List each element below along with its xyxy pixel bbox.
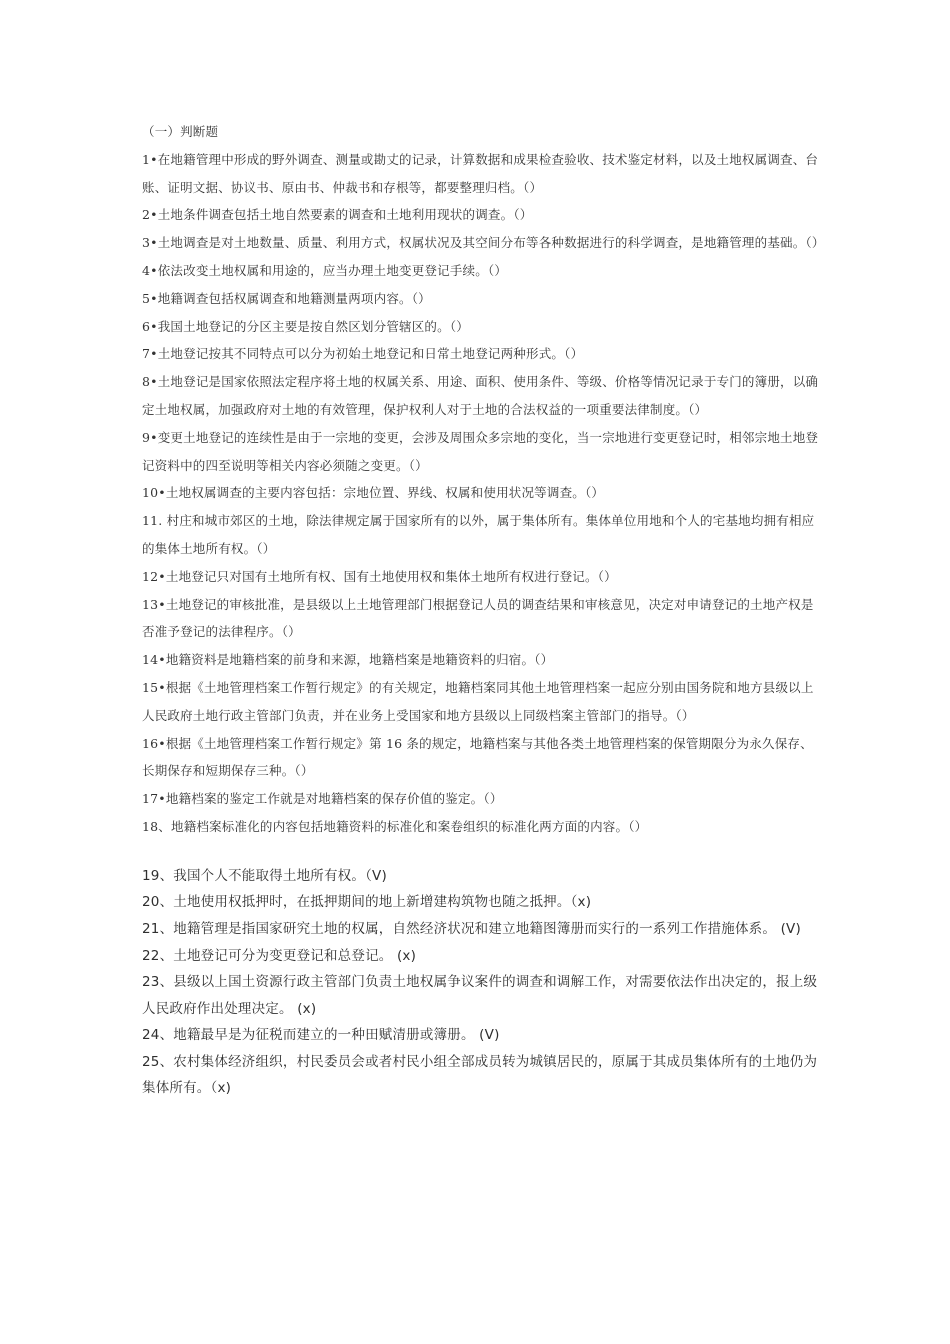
question-25: 25、农村集体经济组织，村民委员会或者村民小组全部成员转为城镇居民的，原属于其成员集体所有的土地仍为集体所有。（x): [142, 1053, 818, 1097]
question-17: 17•地籍档案的鉴定工作就是对地籍档案的保存价值的鉴定。（）: [142, 791, 503, 807]
question-8: 8•土地登记是国家依照法定程序将土地的权属关系、用途、面积、使用条件、等级、价格等情况记录于专门的簿册，以确定土地权属，加强政府对土地的有效管理，保护权利人对于土地的合法权益的一项重要法律制度。（）: [142, 374, 819, 417]
section-title: （一）判断题: [142, 124, 219, 139]
question-22: 22、土地登记可分为变更登记和总登记。 (x): [142, 947, 417, 964]
question-20: 20、土地使用权抵押时，在抵押期间的地上新增建构筑物也随之抵押。（x): [142, 894, 592, 911]
question-2: 2•土地条件调查包括土地自然要素的调查和土地利用现状的调查。（）: [142, 207, 533, 223]
part-two: [142, 863, 822, 1102]
question-19: 19、我国个人不能取得土地所有权。（V): [142, 867, 387, 884]
question-15: 15•根据《土地管理档案工作暂行规定》的有关规定，地籍档案同其他土地管理档案一起应分别由国务院和地方县级以上人民政府土地行政主管部门负责，并在业务上受国家和地方县级以上同级档案主管部门的指导。（）: [142, 679, 814, 723]
question-16: 16•根据《土地管理档案工作暂行规定》第 16 条的规定，地籍档案与其他各类土地管理档案的保管期限分为永久保存、长期保存和短期保存三种。（）: [142, 735, 813, 779]
question-4: 4•依法改变土地权属和用途的，应当办理土地变更登记手续。（）: [142, 262, 508, 278]
question-24: 24、地籍最早是为征税而建立的一种田赋清册或簿册。 (V): [142, 1027, 500, 1044]
question-23: 23、县级以上国土资源行政主管部门负责土地权属争议案件的调查和调解工作，对需要依法作出决定的，报上级人民政府作出处理决定。 (x): [142, 974, 818, 1017]
question-10: 10•土地权属调查的主要内容包括：宗地位置、界线、权属和使用状况等调查。（）: [142, 485, 605, 501]
question-13: 13•土地登记的审核批准，是县级以上土地管理部门根据登记人员的调查结果和审核意见，决定对申请登记的土地产权是否准予登记的法律程序。（）: [142, 596, 814, 640]
document-content: [142, 118, 825, 1102]
question-6: 6•我国土地登记的分区主要是按自然区划分管辖区的。（）: [142, 318, 469, 334]
question-12: 12•土地登记只对国有土地所有权、国有土地使用权和集体土地所有权进行登记。（）: [142, 568, 617, 584]
question-9: 9•变更土地登记的连续性是由于一宗地的变更，会涉及周围众多宗地的变化，当一宗地进行变更登记时，相邻宗地土地登记资料中的四至说明等相关内容必须随之变更。（）: [142, 429, 819, 473]
question-1: 1•在地籍管理中形成的野外调查、测量或勘丈的记录，计算数据和成果检查验收、技术鉴定材料，以及土地权属调查、台账、证明文据、协议书、原由书、仲裁书和存根等，都要整理归档。（）: [142, 151, 819, 195]
question-5: 5•地籍调查包括权属调查和地籍测量两项内容。（）: [142, 290, 431, 306]
question-3: 3•土地调查是对土地数量、质量、利用方式，权属状况及其空间分布等各种数据进行的科学调查，是地籍管理的基础。（）: [142, 235, 825, 251]
question-11: 11. 村庄和城市郊区的土地，除法律规定属于国家所有的以外，属于集体所有。集体单位用地和个人的宅基地均拥有相应的集体土地所有权。（）: [142, 513, 815, 556]
question-7: 7•土地登记按其不同特点可以分为初始土地登记和日常土地登记两种形式。（）: [142, 346, 584, 362]
question-18: 18、地籍档案标准化的内容包括地籍资料的标准化和案卷组织的标准化两方面的内容。（）: [142, 818, 648, 834]
part-one: [142, 118, 825, 841]
question-14: 14•地籍资料是地籍档案的前身和来源，地籍档案是地籍资料的归宿。（）: [142, 652, 554, 668]
question-21: 21、地籍管理是指国家研究土地的权属，自然经济状况和建立地籍图簿册而实行的一系列工作措施体系。 (V): [142, 920, 801, 937]
